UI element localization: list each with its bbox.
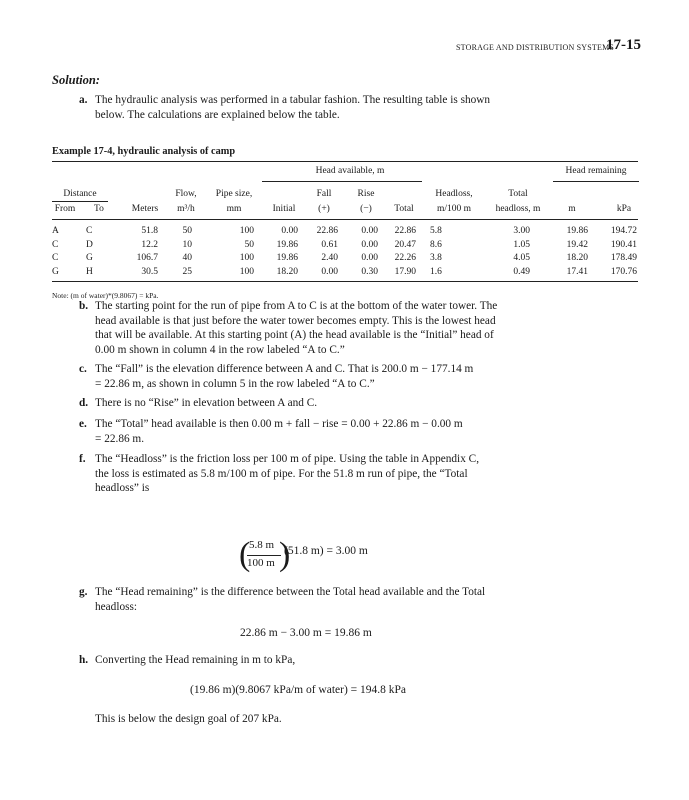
item-f-line-3: headloss” is <box>95 482 150 495</box>
item-d-label: d. <box>79 397 89 409</box>
table-top-rule <box>52 161 638 162</box>
header-fall: Fall <box>316 189 332 199</box>
cell-from: C <box>52 239 59 250</box>
cell-pipe-size: 50 <box>244 239 254 250</box>
item-a-line-1: The hydraulic analysis was performed in a tabular fashion. The resulting table is shown <box>95 94 491 106</box>
cell-pipe-size: 100 <box>239 253 254 263</box>
cell-headloss: 5.8 <box>430 226 442 236</box>
cell-initial: 0.00 <box>281 226 298 236</box>
cell-remaining-kpa: 170.76 <box>610 266 637 277</box>
header-flow-unit: m³/h <box>177 204 195 214</box>
header-flow: Flow, <box>175 189 197 199</box>
item-g <box>79 585 486 614</box>
cell-meters: 12.2 <box>141 239 158 250</box>
header-total-headloss-unit: headloss, m <box>495 204 541 214</box>
head-remaining-group-label: Head remaining <box>565 166 627 176</box>
item-g-label: g. <box>79 586 88 598</box>
header-rise-sign: (−) <box>360 204 372 214</box>
cell-flow: 10 <box>182 239 192 250</box>
cell-headloss: 1.6 <box>430 266 442 277</box>
headloss-fraction: ( 5.8 m 100 m ) <box>239 536 291 573</box>
cell-total-headloss: 3.00 <box>513 226 530 236</box>
equation-h: (19.86 m)(9.8067 kPa/m of water) = 194.8 kPa <box>190 684 407 696</box>
cell-headloss: 3.8 <box>430 253 442 263</box>
cell-fall: 22.86 <box>316 226 338 236</box>
item-c-line-2: = 22.86 m, as shown in column 5 in the row labeled “A to C.” <box>95 377 375 390</box>
header-from: From <box>54 204 76 214</box>
item-b-line-4: 0.00 m shown in column 4 in the row labeled “A to C.” <box>95 343 345 356</box>
cell-fall: 0.61 <box>321 239 338 250</box>
fraction-denominator: 100 m <box>247 557 275 569</box>
cell-fall: 0.00 <box>321 266 338 277</box>
cell-total: 20.47 <box>394 239 416 250</box>
cell-initial: 19.86 <box>276 239 298 250</box>
cell-to: H <box>86 266 93 277</box>
cell-meters: 30.5 <box>141 266 158 277</box>
head-available-rule <box>262 181 422 182</box>
cell-fall: 2.40 <box>321 253 338 263</box>
header-pipe-size: Pipe size, <box>215 189 253 199</box>
item-c <box>79 362 474 391</box>
equation-f: (51.8 m) = 3.00 m <box>284 545 368 557</box>
cell-remaining-kpa: 190.41 <box>610 239 637 250</box>
item-f-label: f. <box>79 453 86 465</box>
cell-rise: 0.00 <box>361 253 378 263</box>
header-kpa: kPa <box>616 204 632 214</box>
closing-line: This is below the design goal of 207 kPa. <box>95 713 282 725</box>
item-h-label: h. <box>79 654 89 666</box>
cell-initial: 19.86 <box>276 253 298 263</box>
item-e-label: e. <box>79 418 87 430</box>
item-f <box>79 452 480 496</box>
cell-from: A <box>52 226 59 236</box>
item-c-label: c. <box>79 363 87 375</box>
cell-rise: 0.30 <box>361 266 378 277</box>
item-d <box>79 396 318 411</box>
cell-remaining-kpa: 178.49 <box>610 253 637 263</box>
item-b <box>79 299 498 357</box>
item-g-line-1: The “Head remaining” is the difference between the Total head available and the Total <box>95 586 486 598</box>
cell-meters: 106.7 <box>136 253 158 263</box>
item-d-line-1: There is no “Rise” in elevation between A and C. <box>95 397 318 409</box>
table-note: Note: (m of water)*(9.8067) = kPa. <box>52 291 159 300</box>
header-fall-sign: (+) <box>318 204 330 214</box>
cell-to: D <box>86 239 93 250</box>
cell-remaining-m: 17.41 <box>566 266 588 277</box>
cell-total: 17.90 <box>394 266 416 277</box>
item-c-line-1: The “Fall” is the elevation difference between A and C. That is 200.0 m − 177.14 m <box>95 363 474 375</box>
cell-to: G <box>86 253 93 263</box>
cell-meters: 51.8 <box>141 226 158 236</box>
item-g-line-2: headloss: <box>95 600 138 613</box>
cell-total-headloss: 0.49 <box>513 266 530 277</box>
cell-initial: 18.20 <box>276 266 298 277</box>
cell-remaining-m: 19.42 <box>566 239 588 250</box>
cell-flow: 25 <box>182 266 192 277</box>
head-remaining-rule <box>553 181 639 182</box>
cell-from: C <box>52 253 59 263</box>
header-total-headloss: Total <box>508 189 528 199</box>
table-header-rule <box>52 219 638 220</box>
table-caption: Example 17-4, hydraulic analysis of camp <box>52 146 236 157</box>
equation-g: 22.86 m − 3.00 m = 19.86 m <box>240 627 372 639</box>
cell-rise: 0.00 <box>361 239 378 250</box>
header-pipe-unit: mm <box>226 204 242 214</box>
header-to: To <box>94 204 104 214</box>
cell-rise: 0.00 <box>361 226 378 236</box>
item-h-line-1: Converting the Head remaining in m to kPa, <box>95 654 296 666</box>
running-title: STORAGE AND DISTRIBUTION SYSTEMS <box>456 43 615 52</box>
cell-total-headloss: 4.05 <box>513 253 530 263</box>
cell-remaining-m: 19.86 <box>566 226 588 236</box>
cell-from: G <box>52 266 59 277</box>
header-headloss-unit: m/100 m <box>436 204 472 214</box>
item-e-line-1: The “Total” head available is then 0.00 m + fall − rise = 0.00 + 22.86 m − 0.00 m <box>95 418 463 430</box>
cell-flow: 40 <box>182 253 192 263</box>
item-f-line-1: The “Headloss” is the friction loss per 100 m of pipe. Using the table in Appendix C, <box>95 453 480 465</box>
cell-pipe-size: 100 <box>239 266 254 277</box>
header-m: m <box>568 204 576 214</box>
header-headloss: Headloss, <box>435 189 473 199</box>
header-meters: Meters <box>131 204 159 214</box>
solution-heading: Solution: <box>52 73 100 87</box>
item-h <box>79 653 296 668</box>
item-b-line-1: The starting point for the run of pipe from A to C is at the bottom of the water tower. The <box>95 300 498 312</box>
cell-total: 22.86 <box>394 226 416 236</box>
item-a-line-2: below. The calculations are explained below the table. <box>95 108 340 121</box>
header-distance: Distance <box>63 189 97 199</box>
page-number: 17-15 <box>606 37 641 53</box>
distance-rule <box>52 201 108 202</box>
cell-to: C <box>86 226 93 236</box>
table-bottom-rule <box>52 281 638 282</box>
fraction-numerator: 5.8 m <box>249 539 275 551</box>
head-available-group-label: Head available, m <box>315 166 385 176</box>
item-e-line-2: = 22.86 m. <box>95 432 145 445</box>
header-rise: Rise <box>357 189 375 199</box>
item-f-line-2: the loss is estimated as 5.8 m/100 m of pipe. For the 51.8 m run of pipe, the “Total <box>95 467 468 480</box>
item-b-line-3: that will be available. At this starting point (A) the head available is the “Initial” head of <box>95 329 494 342</box>
item-a <box>79 93 491 122</box>
item-e <box>79 417 463 446</box>
cell-total-headloss: 1.05 <box>513 239 530 250</box>
cell-headloss: 8.6 <box>430 239 442 250</box>
cell-flow: 50 <box>182 226 192 236</box>
item-a-label: a. <box>79 94 88 106</box>
item-b-line-2: head available is that just before the water tower becomes empty. This is the lowest head <box>95 314 496 327</box>
cell-remaining-kpa: 194.72 <box>610 226 637 236</box>
header-initial: Initial <box>272 204 296 214</box>
cell-remaining-m: 18.20 <box>566 253 588 263</box>
cell-total: 22.26 <box>394 253 416 263</box>
item-b-label: b. <box>79 300 89 312</box>
cell-pipe-size: 100 <box>239 226 254 236</box>
header-total: Total <box>394 204 414 214</box>
